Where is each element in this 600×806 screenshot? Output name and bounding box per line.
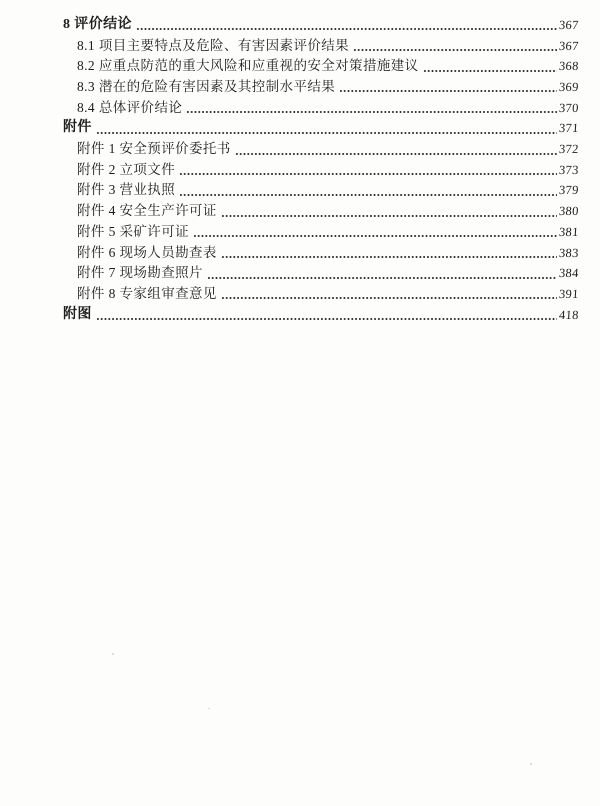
toc-entry-label: 8.1 项目主要特点及危险、有害因素评价结果: [77, 37, 350, 53]
toc-entry: [0, 284, 600, 305]
toc-entry-label: 8.2 应重点防范的重大风险和应重视的安全对策措施建议: [77, 58, 419, 74]
toc-entry: [0, 15, 600, 36]
dot-leader: [221, 284, 558, 305]
dot-leader: [207, 263, 557, 284]
dot-leader: [136, 15, 557, 36]
toc-entry-label: 附件 3 营业执照: [77, 182, 176, 198]
toc-entry: [0, 98, 600, 119]
toc-entry-page: 380: [558, 204, 580, 219]
toc-entry-label: 附件 1 安全预评价委托书: [77, 141, 231, 157]
dot-leader: [186, 98, 557, 119]
toc-entry-page: 367: [558, 17, 580, 32]
dot-leader: [193, 222, 557, 243]
scan-speck: [208, 708, 210, 709]
toc-entry-label: 附件 6 现场人员勘查表: [77, 244, 217, 260]
toc-entry-label: 附件: [63, 120, 92, 136]
toc-entry-label: 附件 4 安全生产许可证: [77, 203, 217, 219]
toc-entry-label: 附件 2 立项文件: [77, 161, 176, 177]
toc-entry: [0, 305, 600, 326]
toc-entry: [0, 56, 600, 77]
toc-entry-page: 391: [558, 286, 580, 301]
toc-entry: [0, 243, 600, 264]
toc-entry: [0, 77, 600, 98]
dot-leader: [96, 118, 558, 139]
toc-entry-label: 8.3 潜在的危险有害因素及其控制水平结果: [77, 79, 336, 95]
toc-entry-page: 372: [558, 142, 580, 157]
toc-entry: [0, 222, 600, 243]
toc-entry: [0, 263, 600, 284]
dot-leader: [353, 36, 557, 57]
toc-entry-page: 367: [558, 38, 580, 53]
toc-entry-label: 附件 8 专家组审查意见: [77, 285, 217, 301]
toc-entry-page: 383: [558, 245, 580, 260]
toc-entry-page: 368: [558, 59, 580, 74]
toc-entry-page: 370: [558, 100, 580, 115]
toc-entry-page: 369: [558, 80, 580, 95]
toc-entry-label: 8 评价结论: [63, 16, 132, 32]
dot-leader: [179, 181, 557, 202]
toc-entry-page: 418: [558, 307, 580, 322]
toc-entry-page: 371: [558, 121, 580, 136]
dot-leader: [235, 139, 558, 160]
dot-leader: [339, 77, 557, 98]
toc-entry-page: 381: [558, 224, 580, 239]
scan-speck: [530, 763, 532, 765]
toc-entry-label: 附件 5 采矿许可证: [77, 223, 189, 239]
toc-entry-label: 8.4 总体评价结论: [77, 99, 183, 115]
dot-leader: [221, 201, 558, 222]
toc-entry: [0, 181, 600, 202]
toc-entry: [0, 201, 600, 222]
toc-entry-page: 373: [558, 162, 580, 177]
toc-list: [0, 15, 600, 325]
scan-speck: [112, 653, 114, 655]
toc-entry-page: 379: [558, 183, 580, 198]
toc-entry: [0, 36, 600, 57]
dot-leader: [221, 243, 558, 264]
dot-leader: [179, 160, 557, 181]
toc-entry: [0, 118, 600, 139]
toc-entry-label: 附图: [63, 306, 92, 322]
dot-leader: [423, 56, 558, 77]
toc-entry: [0, 160, 600, 181]
toc-entry-label: 附件 7 现场勘查照片: [77, 265, 203, 281]
toc-entry: [0, 139, 600, 160]
dot-leader: [96, 305, 558, 326]
toc-entry-page: 384: [558, 266, 580, 281]
